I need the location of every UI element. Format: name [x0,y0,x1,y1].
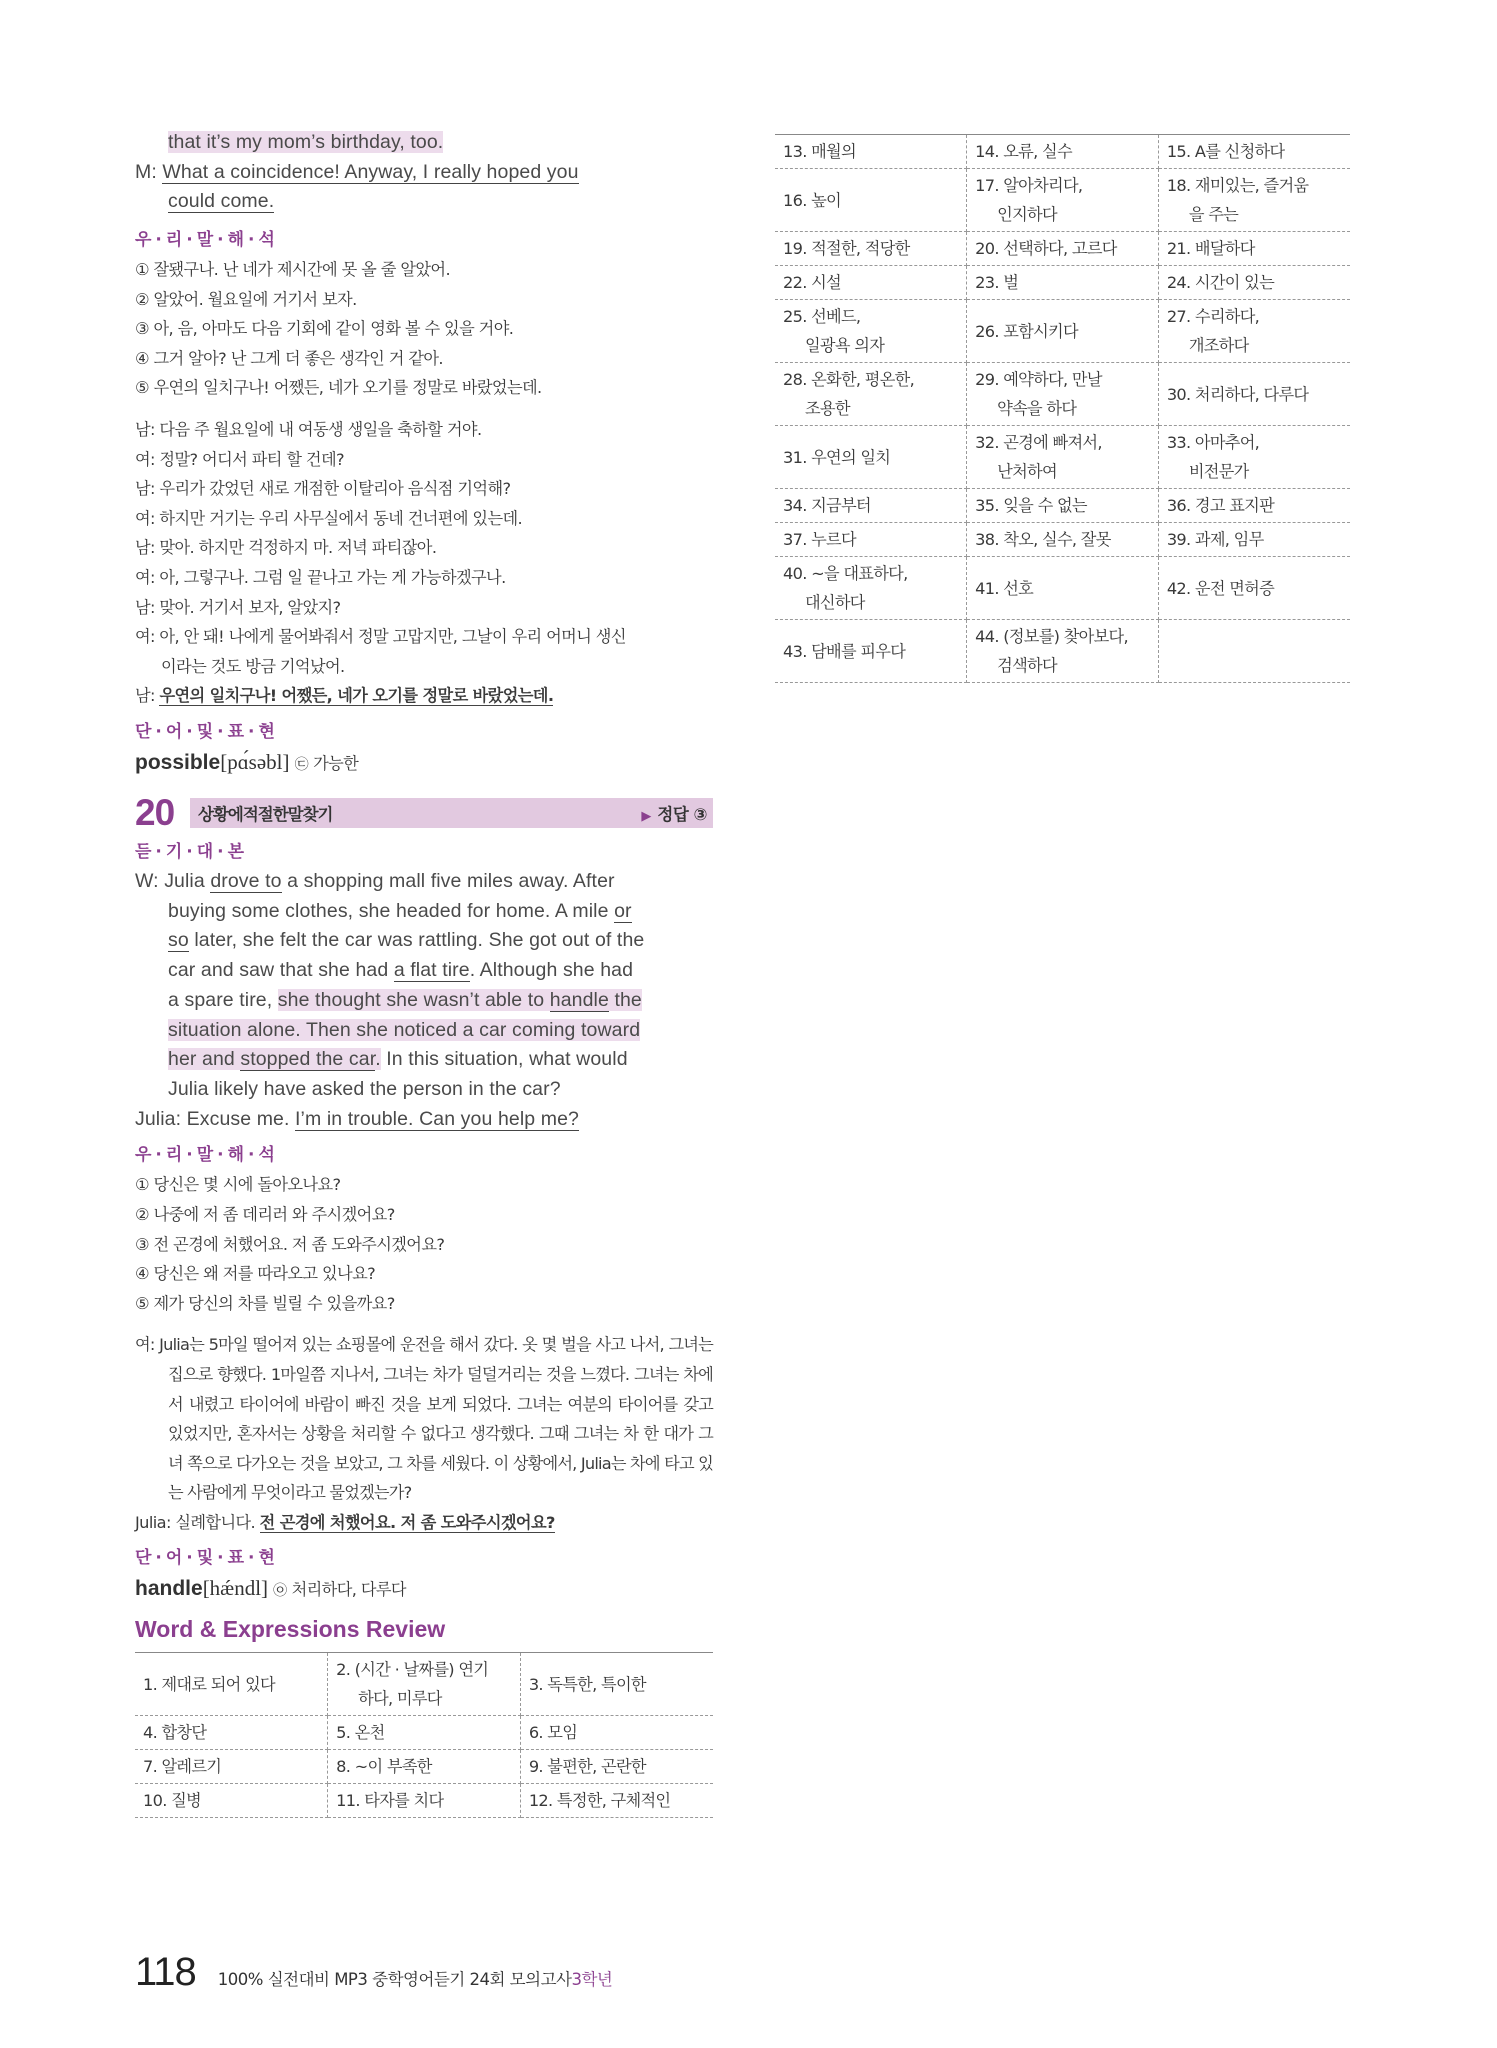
cell-text: 34. 지금부터 [783,496,871,515]
cell-text-cont: 인지하다 [997,205,1057,224]
table-row [775,169,1350,232]
triangle-icon: ▶ [641,809,652,825]
table-cell [328,1653,521,1716]
table-row [135,1784,713,1818]
cell-text: 25. 선베드, [783,307,861,326]
question-band [190,798,713,828]
table-cell [1158,489,1350,523]
cell-text: 9. 불편한, 곤란한 [528,1757,646,1777]
answer-sentence: What a coincidence! Anyway, I really hoped you [162,160,579,183]
table-cell [775,489,967,523]
cell-text-cont: 개조하다 [1188,336,1249,355]
cell-text: 30. 처리하다, 다루다 [1166,384,1309,404]
answer-sentence-cont: could come. [168,190,275,213]
review-table [135,1652,713,1818]
translation-label: 우·리·말·해·석 [135,1145,279,1166]
table-cell [135,1750,328,1784]
table-row [775,489,1350,523]
left-column [135,128,713,1818]
dialogue-line: 남: 다음 주 월요일에 내 여동생 생일을 축하할 거야. [135,420,482,440]
cell-text-cont: 조용한 [805,399,850,418]
table-cell [1158,266,1350,300]
option-1: ① 당신은 몇 시에 돌아오나요? [135,1175,341,1195]
option-4: ④ 당신은 왜 저를 따라오고 있나요? [135,1264,376,1284]
table-cell [775,232,967,266]
table-cell [1158,363,1350,426]
q19-dialogue [135,415,713,711]
cell-text: 22. 시설 [783,273,841,292]
table-cell [967,557,1159,620]
table-cell [135,1716,328,1750]
vocab-meaning: 처리하다, 다루다 [291,1580,406,1600]
table-row [775,232,1350,266]
cell-text: 6. 모임 [528,1723,578,1743]
question-header [135,792,713,834]
table-cell [775,363,967,426]
vocab-word: possible [135,751,221,775]
cell-text: 4. 합창단 [143,1723,207,1743]
table-cell [967,169,1159,232]
cell-text: 38. 착오, 실수, 잘못 [975,530,1111,549]
cell-text-cont: 비전문가 [1188,462,1249,481]
table-cell [328,1750,521,1784]
pos-badge: ㉧ [273,1583,287,1600]
table-cell [775,300,967,363]
table-row [775,557,1350,620]
cell-text: 44. (정보를) 찾아보다, [975,627,1128,646]
cell-text: 35. 잊을 수 없는 [975,496,1087,515]
option-3: ③ 전 곤경에 처했어요. 저 좀 도와주시겠어요? [135,1234,445,1254]
dialogue-line: 남: 우리가 갔었던 새로 개점한 이탈리아 음식점 기억해? [135,479,511,499]
table-cell [967,426,1159,489]
cell-text: 31. 우연의 일치 [783,447,891,467]
cell-text: 10. 질병 [143,1791,201,1811]
cell-text: 19. 적절한, 적당한 [783,239,910,258]
cell-text: 27. 수리하다, [1166,307,1260,326]
vocab-phonetic: [hǽndl] [202,1576,269,1601]
table-cell [967,135,1159,169]
cell-text: 37. 누르다 [783,530,856,549]
cell-text: 17. 알아차리다, [975,176,1083,195]
table-cell [967,523,1159,557]
table-cell [1158,300,1350,363]
table-row [135,1750,713,1784]
table-row [135,1716,713,1750]
table-cell [775,266,967,300]
cell-text-cont: 하다, 미루다 [358,1689,442,1709]
table-cell [1158,169,1350,232]
question-type: 상황에적절한말찾기 [198,805,333,825]
answer-translation: 우연의 일치구나! 어쨌든, 네가 오기를 정말로 바랐었는데. [159,686,554,706]
cell-text-cont: 일광욕 의자 [805,336,885,355]
table-cell [775,169,967,232]
table-cell [135,1784,328,1818]
table-row [775,300,1350,363]
table-cell [967,620,1159,683]
speaker-label: M: [135,160,157,183]
cell-text: 1. 제대로 되어 있다 [143,1674,275,1694]
cell-text: 14. 오류, 실수 [975,142,1072,161]
cell-text: 7. 알레르기 [143,1757,222,1777]
table-cell [520,1653,713,1716]
table-cell [967,300,1159,363]
table-cell [328,1716,521,1750]
q20-translation-paragraph: 여: Julia는 5마일 떨어져 있는 쇼핑몰에 운전을 해서 갔다. 옷 몇 벌을 사고 나서, 그녀는 집으로 향했다. 1마일쯤 지나서, 그녀는 차가 덜덜거리는 것을 느꼈다. 그녀는 차에서 내렸고 타이어에 바람이 빠진 것을 보게 되었다. 그녀는 여분의 타이어를 갖고 있었지만, 혼자서는 상황을 처리할 수 없다고 생각했다. 그때 그녀는 차 한 대가 그녀 쪽으로 다가오는 것을 보았고, 그 차를 세웠다. 이 상황에서, Julia는 차에 타고 있는 사람에게 무엇이라고 물었겠는가? [135,1335,713,1503]
table-row [775,620,1350,683]
table-cell [775,426,967,489]
cell-text: 2. (시간 · 날짜를) 연기 [336,1660,489,1680]
dialogue-line: 남: 우연의 일치구나! 어쨌든, 네가 오기를 정말로 바랐었는데. [135,686,554,706]
option-2: ② 나중에 저 좀 데리러 와 주시겠어요? [135,1204,395,1224]
table-cell [967,232,1159,266]
highlighted-phrase: that it’s my mom’s birthday, too. [168,131,444,153]
cell-text: 36. 경고 표지판 [1166,496,1275,515]
cell-text-cont: 약속을 하다 [997,399,1077,418]
book-grade: 3학년 [571,1970,613,1989]
table-row [775,426,1350,489]
cell-text-cont: 검색하다 [997,656,1057,675]
dialogue-line: 여: 아, 안 돼! 나에게 물어봐줘서 정말 고맙지만, 그날이 우리 어머니 생신 [135,627,626,647]
vocab-word: handle [135,1577,203,1601]
right-column [775,134,1350,683]
cell-text: 21. 배달하다 [1166,239,1255,258]
table-cell [328,1784,521,1818]
answer-translation: 전 곤경에 처했어요. 저 좀 도와주시겠어요? [259,1512,555,1532]
cell-text: 20. 선택하다, 고르다 [975,239,1117,258]
option-3: ③ 아, 음, 아마도 다음 기회에 같이 영화 볼 수 있을 거야. [135,319,514,339]
cell-text: 40. ~을 대표하다, [783,564,908,583]
pos-badge: ㉢ [294,757,308,774]
cell-text: 3. 독특한, 특이한 [528,1674,646,1694]
dialogue-line: 남: 맞아. 거기서 보자, 알았지? [135,597,341,617]
page-number: 118 [135,1950,196,1994]
option-5: ⑤ 제가 당신의 차를 빌릴 수 있을까요? [135,1293,395,1313]
vocab-entry [135,747,713,780]
table-cell [1158,426,1350,489]
table-row [135,1653,713,1716]
table-cell [967,489,1159,523]
table-row [775,266,1350,300]
cell-text: 11. 타자를 치다 [336,1791,444,1811]
cell-text: 24. 시간이 있는 [1166,273,1275,292]
cell-text: 18. 재미있는, 즐거움 [1166,176,1309,195]
cell-text: 16. 높이 [783,190,841,210]
cell-text: 13. 매월의 [783,142,856,161]
cell-text: 39. 과제, 임무 [1166,530,1264,549]
table-cell [520,1750,713,1784]
cell-text: 41. 선호 [975,578,1034,598]
cell-text: 26. 포함시키다 [975,321,1078,341]
cell-text: 32. 곤경에 빠져서, [975,433,1102,452]
cell-text: 42. 운전 면허증 [1166,578,1275,598]
book-title: 100% 실전대비 MP3 중학영어듣기 24회 모의고사 [217,1970,572,1989]
cell-text: 28. 온화한, 평온한, [783,370,915,389]
dialogue-line: 남: 맞아. 하지만 걱정하지 마. 저녁 파티잖아. [135,538,437,558]
cell-text-cont: 을 주는 [1188,205,1239,224]
script-label: 듣·기·대·본 [135,842,249,863]
question-number: 20 [135,792,175,834]
cell-text-cont: 난처하여 [997,462,1057,481]
q20-answer-line: Julia: 실례합니다. 전 곤경에 처했어요. 저 좀 도와주시겠어요? [135,1512,555,1532]
table-row [775,523,1350,557]
table-cell [520,1784,713,1818]
translation-label: 우·리·말·해·석 [135,230,279,251]
table-cell [967,266,1159,300]
table-cell [1158,232,1350,266]
vocab-entry [135,1573,713,1606]
vocab-label: 단·어·및·표·현 [135,1548,279,1569]
vocab-phonetic: [pɑ́səbl] [220,750,290,775]
q20-options [135,1170,713,1318]
q19-script-tail [135,128,713,217]
cell-text: 12. 특정한, 구체적인 [528,1791,671,1811]
table-cell [775,135,967,169]
vocab-label: 단·어·및·표·현 [135,722,279,743]
cell-text: 43. 담배를 피우다 [783,641,906,661]
option-2: ② 알았어. 월요일에 거기서 보자. [135,289,357,309]
table-cell [775,523,967,557]
table-cell [775,557,967,620]
answer-sentence: I’m in trouble. Can you help me? [295,1107,579,1130]
cell-text: 5. 온천 [336,1723,385,1743]
answer-label: 정답 ③ [657,805,707,825]
table-cell [520,1716,713,1750]
table-cell [1158,523,1350,557]
dialogue-line: 여: 하지만 거기는 우리 사무실에서 동네 건너편에 있는데. [135,508,523,528]
cell-text: 33. 아마추어, [1166,433,1260,452]
table-cell [1158,620,1350,683]
table-cell [967,363,1159,426]
page-footer [135,1950,612,1995]
table-cell [1158,557,1350,620]
table-row [775,135,1350,169]
cell-text-cont: 대신하다 [805,593,865,612]
review-title: Word & Expressions Review [135,1616,446,1643]
option-5: ⑤ 우연의 일치구나! 어쨌든, 네가 오기를 정말로 바랐었는데. [135,378,542,398]
table-row [775,363,1350,426]
vocab-answer-table [775,134,1350,683]
table-cell [775,620,967,683]
q20-script: W: Julia drove to a shopping mall five miles away. After buying some clothes, she headed for home. A mile or so later, she felt the car was rattling. She got out of the car and saw that she had a flat tire. Although she had a spare tire, she thought she wasn’t able to handle the situation alone. Then she noticed a car coming toward her and stopped the car. In this situation, what would Julia likely have asked the person in the car? Julia: Excuse me. I’m in trouble. Can you help me? [135,870,645,1130]
cell-text: 23. 벌 [975,273,1019,292]
table-cell [1158,135,1350,169]
dialogue-line-cont: 이라는 것도 방금 기억났어. [161,656,345,676]
dialogue-line: 여: 아, 그렇구나. 그럼 일 끝나고 가는 게 가능하겠구나. [135,568,506,588]
cell-text: 15. A를 신청하다 [1166,142,1285,161]
cell-text: 8. ~이 부족한 [336,1757,432,1777]
option-1: ① 잘됐구나. 난 네가 제시간에 못 올 줄 알았어. [135,260,450,280]
cell-text: 29. 예약하다, 만날 [975,370,1102,389]
table-cell [135,1653,328,1716]
dialogue-line: 여: 정말? 어디서 파티 할 건데? [135,449,344,469]
q19-options [135,255,713,403]
option-4: ④ 그거 알아? 난 그게 더 좋은 생각인 거 같아. [135,348,443,368]
vocab-meaning: 가능한 [313,754,359,774]
